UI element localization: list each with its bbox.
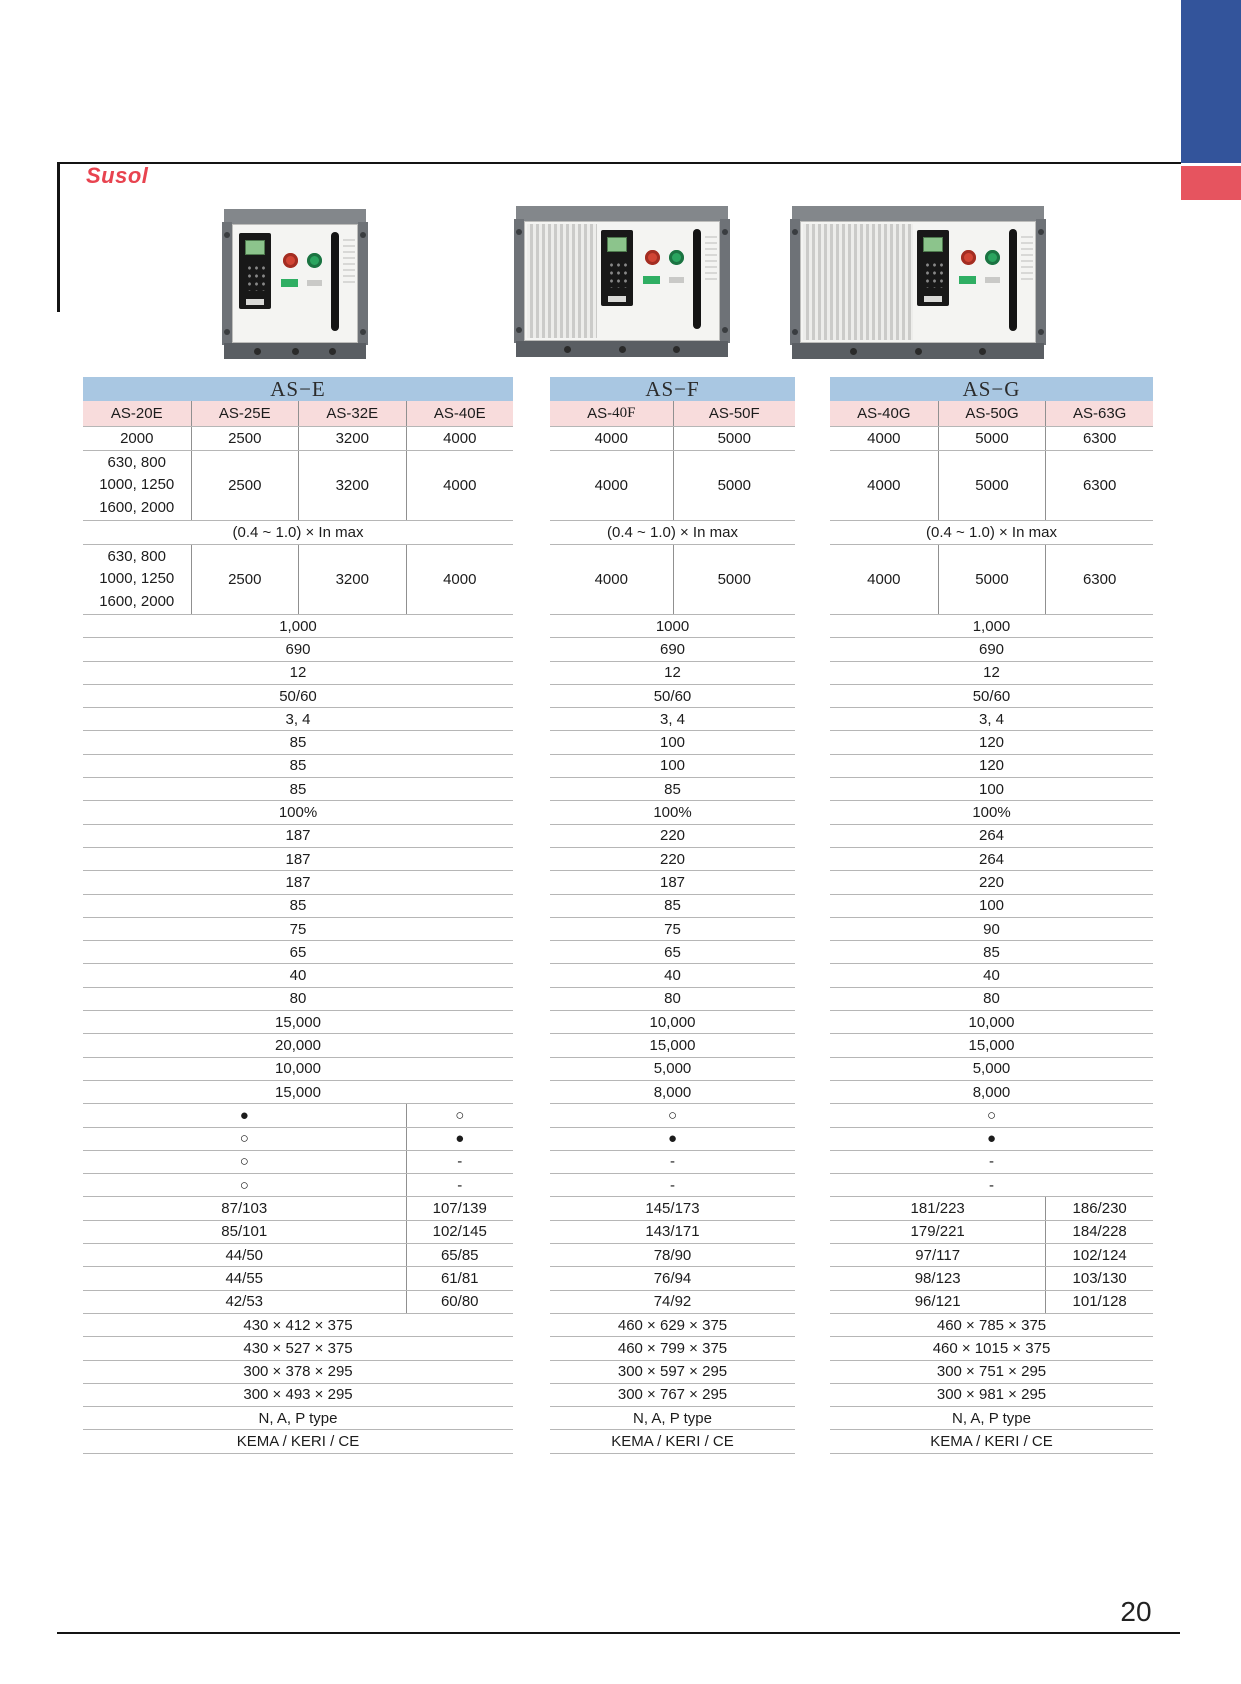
value-pair-row-cell: 101/128	[1045, 1291, 1153, 1313]
spec-row: 50/60	[83, 685, 513, 708]
trip-display	[245, 240, 265, 255]
spec-row: 15,000	[83, 1011, 513, 1034]
model-header-row	[550, 401, 795, 427]
spec-row: 3, 4	[550, 708, 795, 731]
spec-row: 8,000	[550, 1081, 795, 1104]
model-header: AS-40G	[857, 405, 911, 422]
value-pair-row-cell: 102/145	[406, 1221, 514, 1243]
value-pair-row-cell: 44/55	[225, 1269, 264, 1287]
spec-table-as-g	[830, 377, 1153, 1454]
amp-cell: 4000	[867, 430, 901, 447]
rating-cell: 6300	[1045, 545, 1153, 614]
value-pair-row	[830, 1267, 1153, 1290]
value-pair-row-cell: 60/80	[406, 1291, 514, 1313]
trip-unit	[917, 230, 949, 306]
spec-row: 90	[830, 918, 1153, 941]
spec-row: 85	[550, 895, 795, 918]
rating-label	[1021, 234, 1033, 280]
spec-row: 5,000	[830, 1058, 1153, 1081]
spec-row: 264	[830, 825, 1153, 848]
amp-cell: 2500	[191, 427, 299, 450]
type-row: N, A, P type	[550, 1407, 795, 1430]
spec-row: 50/60	[830, 685, 1153, 708]
off-button-icon	[283, 253, 298, 268]
spec-row: 85	[83, 755, 513, 778]
breaker-front-panel	[235, 227, 355, 340]
rating-label	[705, 234, 717, 280]
status-indicator	[281, 279, 298, 287]
value-pair-row-cell: 97/117	[915, 1246, 961, 1264]
value-pair-row	[83, 1197, 513, 1220]
setting-note-row: (0.4 ~ 1.0) × In max	[830, 521, 1153, 545]
spec-row: 15,000	[83, 1081, 513, 1104]
model-header: AS-63G	[1045, 401, 1153, 426]
charging-handle	[1009, 229, 1017, 331]
breaker-base	[224, 343, 366, 359]
value-pair-row: 78/90	[550, 1244, 795, 1267]
spec-row: 50/60	[550, 685, 795, 708]
model-header: AS-50G	[938, 401, 1046, 426]
status-indicator	[959, 276, 976, 284]
product-photo-as-g	[790, 206, 1046, 359]
value-pair-row	[83, 1267, 513, 1290]
option-row-cell: -	[406, 1151, 514, 1173]
amp-cell: 3200	[298, 427, 406, 450]
model-header-row	[83, 401, 513, 427]
rating-cell: 4000	[406, 545, 514, 614]
table-title-as-f: AS−F	[550, 377, 795, 401]
rating-cell: 6300	[1045, 451, 1153, 520]
rating-row	[83, 451, 513, 521]
model-header: AS-40E	[406, 401, 514, 426]
type-row: N, A, P type	[830, 1407, 1153, 1430]
option-row-cell: ○	[239, 1130, 249, 1148]
spec-row: 1,000	[83, 615, 513, 638]
dimension-row: 430 × 412 × 375	[83, 1314, 513, 1337]
value-pair-row-cell: 107/139	[406, 1197, 514, 1219]
model-header: AS-50F	[673, 401, 796, 426]
value-pair-row-cell: 103/130	[1045, 1267, 1153, 1289]
spec-row: 85	[83, 731, 513, 754]
value-pair-row-cell: 184/228	[1045, 1221, 1153, 1243]
spec-row: 220	[830, 871, 1153, 894]
value-pair-row-cell: 44/50	[225, 1246, 264, 1264]
option-row	[83, 1128, 513, 1151]
frame-sizes: 630, 800 1000, 1250 1600, 2000	[99, 453, 175, 516]
model-header: AS- 40F	[587, 405, 636, 422]
option-row: ○	[550, 1104, 795, 1127]
spec-row: 15,000	[830, 1034, 1153, 1057]
model-header-row	[830, 401, 1153, 427]
value-pair-row: 76/94	[550, 1267, 795, 1290]
amp-frame-row	[830, 427, 1153, 451]
trip-label	[924, 296, 942, 302]
spec-row: 5,000	[550, 1058, 795, 1081]
value-pair-row	[830, 1244, 1153, 1267]
value-pair-row: 145/173	[550, 1197, 795, 1220]
off-button-icon	[645, 250, 660, 265]
dimension-row: 300 × 378 × 295	[83, 1361, 513, 1384]
option-row: -	[830, 1151, 1153, 1174]
value-pair-row-cell: 61/81	[406, 1267, 514, 1289]
spec-row: 80	[83, 988, 513, 1011]
option-row-cell: ○	[239, 1153, 249, 1171]
dimension-row: 300 × 493 × 295	[83, 1384, 513, 1407]
option-row	[83, 1151, 513, 1174]
breaker-body	[800, 221, 1036, 343]
spec-row: 264	[830, 848, 1153, 871]
dimension-row: 460 × 1015 × 375	[830, 1337, 1153, 1360]
value-pair-row: 74/92	[550, 1291, 795, 1314]
rating-cell: 5000	[673, 451, 796, 520]
amp-cell: 6300	[1045, 427, 1153, 450]
rating-row	[83, 545, 513, 615]
rating-cell: 4000	[406, 451, 514, 520]
spec-row: 20,000	[83, 1034, 513, 1057]
breaker-side-rail	[222, 222, 232, 345]
top-rule	[57, 162, 1181, 164]
breaker-side-rail	[514, 219, 524, 343]
amp-frame-row	[83, 427, 513, 451]
option-row-cell: ○	[406, 1104, 514, 1126]
spec-row: 80	[550, 988, 795, 1011]
table-title-as-g: AS−G	[830, 377, 1153, 401]
breaker-base	[516, 341, 728, 357]
dimension-row: 300 × 597 × 295	[550, 1361, 795, 1384]
spec-row: 1,000	[830, 615, 1153, 638]
dimension-row: 300 × 767 × 295	[550, 1384, 795, 1407]
on-button-icon	[669, 250, 684, 265]
spec-row: 75	[83, 918, 513, 941]
breaker-arc-chute	[803, 224, 913, 340]
charging-handle	[693, 229, 701, 329]
spec-row: 8,000	[830, 1081, 1153, 1104]
rating-row	[550, 451, 795, 521]
dimension-row: 460 × 799 × 375	[550, 1337, 795, 1360]
value-pair-row-cell: 181/223	[910, 1200, 965, 1218]
value-pair-row-cell: 85/101	[221, 1223, 268, 1241]
breaker-side-rail	[790, 219, 800, 345]
breaker-front-panel	[597, 224, 717, 338]
dimension-row: 300 × 751 × 295	[830, 1361, 1153, 1384]
dimension-row: 460 × 629 × 375	[550, 1314, 795, 1337]
spec-row: 187	[83, 871, 513, 894]
spec-table-as-f	[550, 377, 795, 1454]
value-pair-row	[830, 1221, 1153, 1244]
dimension-row: 460 × 785 × 375	[830, 1314, 1153, 1337]
option-row: -	[550, 1151, 795, 1174]
charging-handle	[331, 232, 339, 331]
value-pair-row	[83, 1291, 513, 1314]
rating-cell: 2500	[191, 545, 299, 614]
spec-row: 10,000	[83, 1058, 513, 1081]
option-row-cell: ●	[406, 1128, 514, 1150]
spec-row: 120	[830, 731, 1153, 754]
rating-cell: 5000	[938, 451, 1046, 520]
model-header: AS-32E	[298, 401, 406, 426]
spec-row: 85	[830, 941, 1153, 964]
certification-row: KEMA / KERI / CE	[830, 1430, 1153, 1453]
dimension-row: 300 × 981 × 295	[830, 1384, 1153, 1407]
spec-row: 75	[550, 918, 795, 941]
spec-row: 40	[550, 964, 795, 987]
option-row: ●	[830, 1128, 1153, 1151]
trip-keypad	[607, 260, 627, 288]
spec-row: 220	[550, 825, 795, 848]
on-button-icon	[307, 253, 322, 268]
spec-row: 100	[550, 731, 795, 754]
trip-label	[608, 296, 626, 302]
counter-label	[307, 280, 322, 286]
value-pair-row-cell: 179/221	[910, 1223, 965, 1241]
spec-row: 65	[550, 941, 795, 964]
rating-row	[830, 545, 1153, 615]
spec-row: 220	[550, 848, 795, 871]
spec-row: 100	[830, 895, 1153, 918]
option-row-cell: ●	[239, 1106, 249, 1124]
value-pair-row-cell: 102/124	[1045, 1244, 1153, 1266]
rating-cell: 5000	[673, 545, 796, 614]
certification-row: KEMA / KERI / CE	[83, 1430, 513, 1453]
breaker-base	[792, 343, 1044, 359]
value-pair-row-cell: 42/53	[225, 1293, 264, 1311]
breaker-body	[232, 224, 358, 343]
option-row: -	[550, 1174, 795, 1197]
value-pair-row-cell: 65/85	[406, 1244, 514, 1266]
rating-label	[343, 237, 355, 283]
spec-row: 80	[830, 988, 1153, 1011]
option-row-cell: ○	[239, 1176, 249, 1194]
amp-frame-row	[550, 427, 795, 451]
value-pair-row-cell: 186/230	[1045, 1197, 1153, 1219]
spec-row: 12	[83, 662, 513, 685]
amp-cell: 4000	[406, 427, 514, 450]
trip-display	[607, 237, 627, 252]
rating-cell: 4000	[594, 477, 628, 494]
dimension-row: 430 × 527 × 375	[83, 1337, 513, 1360]
amp-cell: 5000	[673, 427, 796, 450]
option-row	[83, 1174, 513, 1197]
rating-row	[550, 545, 795, 615]
value-pair-row-cell: 98/123	[914, 1269, 961, 1287]
value-pair-row-cell: 96/121	[914, 1293, 961, 1311]
spec-row: 100%	[83, 801, 513, 824]
breaker-body	[524, 221, 720, 341]
rating-cell: 4000	[867, 477, 901, 494]
amp-cell: 4000	[594, 430, 628, 447]
spec-row: 10,000	[830, 1011, 1153, 1034]
spec-row: 100%	[830, 801, 1153, 824]
spec-row: 100%	[550, 801, 795, 824]
corner-blue-block	[1181, 0, 1241, 163]
spec-row: 690	[83, 638, 513, 661]
spec-row: 40	[830, 964, 1153, 987]
model-header: AS-25E	[191, 401, 299, 426]
frame-sizes: 630, 800 1000, 1250 1600, 2000	[99, 547, 175, 610]
rating-cell: 4000	[594, 571, 628, 588]
spec-row: 15,000	[550, 1034, 795, 1057]
counter-label	[669, 277, 684, 283]
spec-row: 40	[83, 964, 513, 987]
breaker-side-rail	[358, 222, 368, 345]
amp-cell: 2000	[120, 430, 154, 447]
option-row	[83, 1104, 513, 1127]
off-button-icon	[961, 250, 976, 265]
breaker-arc-chute	[527, 224, 597, 338]
spec-table-as-e	[83, 377, 513, 1454]
option-row: -	[830, 1174, 1153, 1197]
spec-row: 85	[550, 778, 795, 801]
trip-label	[246, 299, 264, 305]
value-pair-row	[83, 1244, 513, 1267]
rating-cell: 3200	[298, 451, 406, 520]
status-indicator	[643, 276, 660, 284]
spec-row: 187	[550, 871, 795, 894]
breaker-side-rail	[720, 219, 730, 343]
on-button-icon	[985, 250, 1000, 265]
counter-label	[985, 277, 1000, 283]
setting-note-row: (0.4 ~ 1.0) × In max	[550, 521, 795, 545]
corner-red-block	[1181, 166, 1241, 200]
rating-cell: 4000	[867, 571, 901, 588]
value-pair-row	[830, 1291, 1153, 1314]
spec-row: 690	[830, 638, 1153, 661]
value-pair-row: 143/171	[550, 1221, 795, 1244]
certification-row: KEMA / KERI / CE	[550, 1430, 795, 1453]
trip-keypad	[923, 260, 943, 288]
spec-row: 100	[830, 778, 1153, 801]
rating-cell: 5000	[938, 545, 1046, 614]
value-pair-row	[830, 1197, 1153, 1220]
spec-row: 120	[830, 755, 1153, 778]
spec-row: 1000	[550, 615, 795, 638]
spec-row: 3, 4	[830, 708, 1153, 731]
left-rule	[57, 162, 60, 312]
spec-row: 65	[83, 941, 513, 964]
spec-row: 187	[83, 825, 513, 848]
spec-row: 10,000	[550, 1011, 795, 1034]
trip-keypad	[245, 263, 265, 291]
amp-cell: 5000	[938, 427, 1046, 450]
trip-display	[923, 237, 943, 252]
spec-row: 85	[83, 778, 513, 801]
breaker-side-rail	[1036, 219, 1046, 345]
table-title-as-e: AS−E	[83, 377, 513, 401]
value-pair-row	[83, 1221, 513, 1244]
trip-unit	[601, 230, 633, 306]
rating-row	[830, 451, 1153, 521]
spec-row: 690	[550, 638, 795, 661]
spec-row: 85	[83, 895, 513, 918]
model-header: AS-20E	[110, 405, 163, 422]
rating-cell: 2500	[191, 451, 299, 520]
type-row: N, A, P type	[83, 1407, 513, 1430]
bottom-rule	[57, 1632, 1180, 1634]
spec-row: 12	[550, 662, 795, 685]
breaker-front-panel	[913, 224, 1033, 340]
option-row: ○	[830, 1104, 1153, 1127]
value-pair-row-cell: 87/103	[221, 1200, 268, 1218]
setting-note-row: (0.4 ~ 1.0) × In max	[83, 521, 513, 545]
page-number: 20	[1120, 1596, 1152, 1627]
spec-row: 187	[83, 848, 513, 871]
product-photo-as-f	[514, 206, 730, 357]
option-row: ●	[550, 1128, 795, 1151]
spec-row: 100	[550, 755, 795, 778]
spec-row: 12	[830, 662, 1153, 685]
rating-cell: 3200	[298, 545, 406, 614]
trip-unit	[239, 233, 271, 309]
product-photo-as-e	[222, 209, 368, 359]
spec-row: 3, 4	[83, 708, 513, 731]
option-row-cell: -	[406, 1174, 514, 1196]
brand-logo: Susol	[86, 163, 149, 188]
